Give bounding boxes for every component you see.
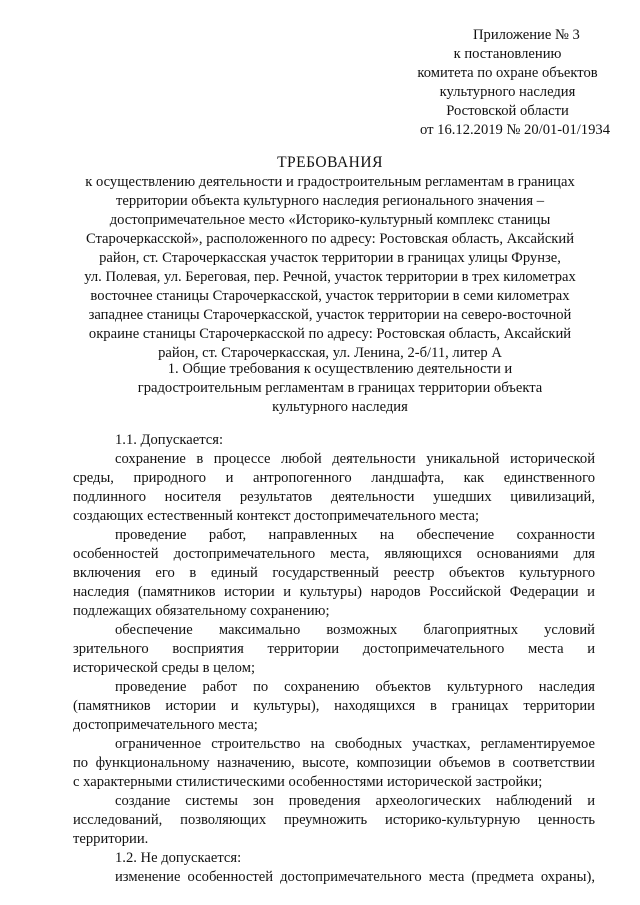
paragraph-line: особенностей достопримечательного места, являющихся основаниями для: [73, 546, 595, 562]
paragraph-line: создающих естественный контекст достопримечательного места;: [73, 508, 480, 524]
document-body: [73, 431, 595, 887]
subtitle-line: ул. Полевая, ул. Береговая, пер. Речной, участок территории в трех километрах: [84, 269, 576, 285]
subtitle-line: район, ст. Старочеркасская, ул. Ленина, 2-б/11, литер А: [158, 345, 502, 361]
clause-heading: 1.1. Допускается:: [115, 432, 223, 448]
approval-block: [405, 26, 610, 140]
approval-line: к постановлению: [453, 46, 562, 62]
paragraph-line: включения его в единый государственный реестр объектов культурного: [73, 565, 595, 581]
approval-line: Ростовской области: [446, 103, 569, 119]
paragraph-line: наследия (памятников истории и культуры) народов Российской Федерации и: [73, 584, 595, 600]
paragraph-line: территории.: [73, 831, 149, 847]
section-heading-line: 1. Общие требования к осуществлению деятельности и: [167, 361, 513, 377]
approval-line: комитета по охране объектов: [417, 65, 598, 81]
subtitle-line: восточнее станицы Старочеркасской, участок территории в семи километрах: [90, 288, 570, 304]
document-subtitle: [60, 173, 600, 363]
document-title: ТРЕБОВАНИЯ: [277, 154, 383, 171]
paragraph-line: сохранение в процессе любой деятельности уникальной исторической: [115, 451, 595, 467]
section-heading-line: культурного наследия: [272, 399, 408, 415]
paragraph-line: зрительного восприятия территории достопримечательного места и: [73, 641, 595, 657]
paragraph-line: изменение особенностей достопримечательного места (предмета охраны),: [115, 869, 595, 885]
approval-line: от 16.12.2019 № 20/01-01/1934: [420, 122, 610, 138]
paragraph-line: (памятников истории и культуры), находящихся в границах территории: [73, 698, 595, 714]
subtitle-line: окраине станицы Старочеркасской по адресу: Ростовская область, Аксайский: [88, 326, 572, 342]
section-heading-line: градостроительным регламентам в границах территории объекта: [137, 380, 543, 396]
section-heading: [110, 360, 570, 417]
clause-heading: 1.2. Не допускается:: [115, 850, 242, 866]
subtitle-line: Старочеркасской», расположенного по адресу: Ростовская область, Аксайский: [85, 231, 575, 247]
paragraph-line: подлинного носителя результатов деятельности ушедших цивилизаций,: [73, 489, 595, 505]
paragraph-line: исследований, позволяющих преумножить историко-культурную ценность: [73, 812, 595, 828]
paragraph-line: среды, природного и антропогенного ландшафта, как единственного: [73, 470, 595, 486]
subtitle-line: к осуществлению деятельности и градостроительным регламентам в границах: [85, 174, 575, 190]
paragraph-line: с характерными стилистическими особенностями исторической застройки;: [73, 774, 543, 790]
approval-line: Приложение № 3: [473, 27, 580, 43]
paragraph-line: проведение работ по сохранению объектов культурного наследия: [115, 679, 595, 695]
paragraph-line: по функциональному назначению, высоте, композиции объемов в соответствии: [73, 755, 595, 771]
subtitle-line: достопримечательное место «Историко-культурный комплекс станицы: [109, 212, 551, 228]
paragraph-line: создание системы зон проведения археологических наблюдений и: [115, 793, 595, 809]
paragraph-line: исторической среды в целом;: [73, 660, 255, 676]
paragraph-line: обеспечение максимально возможных благоприятных условий: [115, 622, 595, 638]
paragraph-line: подлежащих обязательному сохранению;: [73, 603, 330, 619]
paragraph-line: ограниченное строительство на свободных участках, регламентируемое: [115, 736, 595, 752]
subtitle-line: территории объекта культурного наследия регионального значения –: [115, 193, 545, 209]
paragraph-line: проведение работ, направленных на обеспечение сохранности: [115, 527, 595, 543]
approval-line: культурного наследия: [439, 84, 576, 100]
subtitle-line: район, ст. Старочеркасская участок территории в границах улицы Фрунзе,: [99, 250, 561, 266]
paragraph-line: достопримечательного места;: [73, 717, 258, 733]
subtitle-line: западнее станицы Старочеркасской, участок территории на северо-восточной: [88, 307, 572, 323]
